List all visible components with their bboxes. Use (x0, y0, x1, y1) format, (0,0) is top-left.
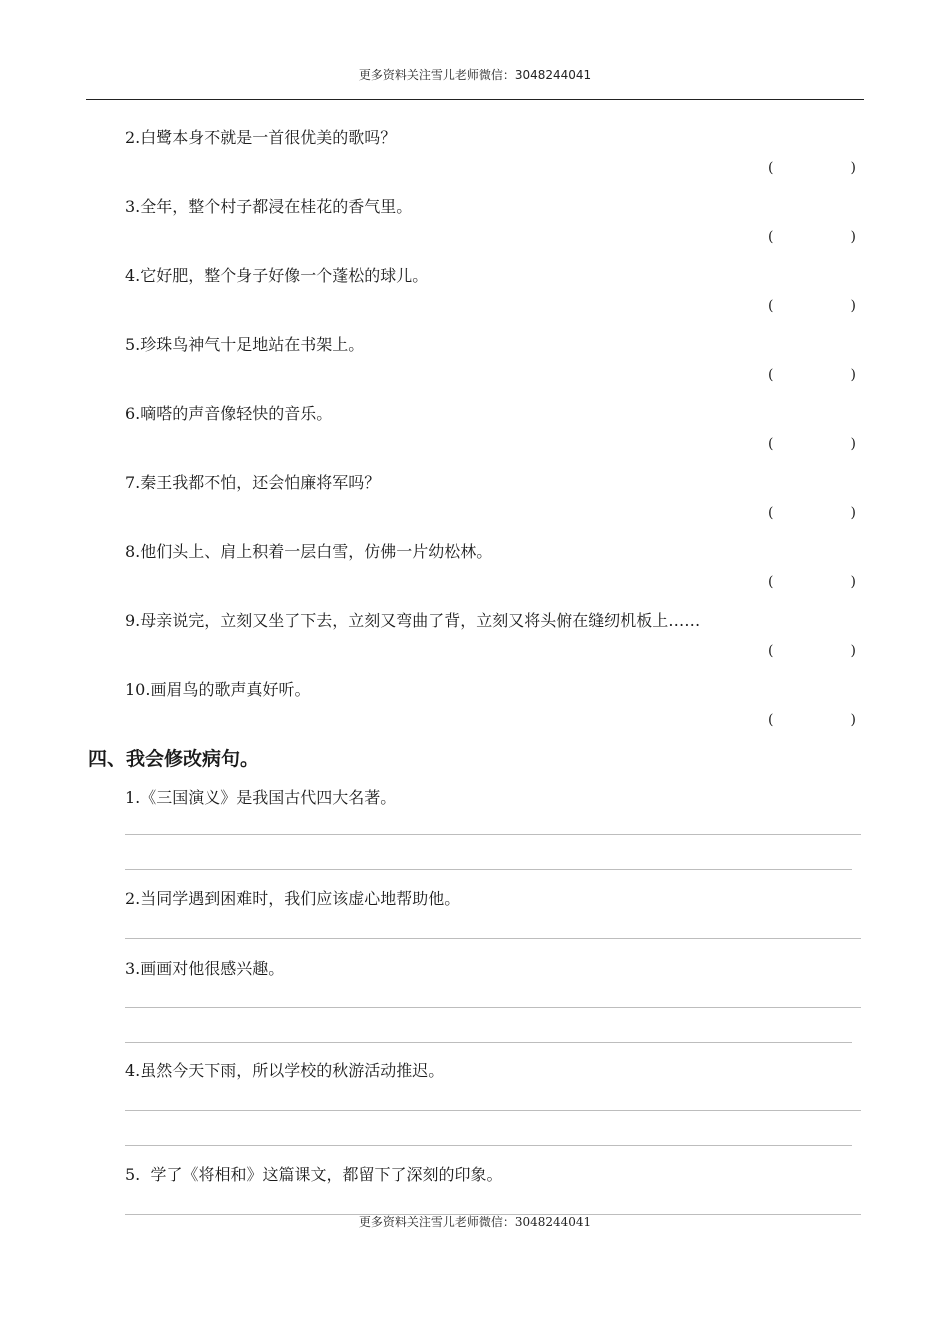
faulty-sentence-1: 1.《三国演义》是我国古代四大名著。 (125, 788, 397, 807)
answer-blank-8[interactable] (768, 574, 856, 590)
close-paren: ) (850, 643, 856, 659)
close-paren: ) (850, 505, 856, 521)
section-title: 四、我会修改病句。 (88, 748, 260, 770)
close-paren: ) (850, 712, 856, 728)
page-footer: 更多资料关注雪儿老师微信：3048244041 (358, 1215, 592, 1229)
open-paren: ( (768, 229, 774, 245)
answer-blank-10[interactable] (768, 712, 856, 728)
close-paren: ) (850, 436, 856, 452)
answer-line[interactable] (125, 1007, 861, 1008)
close-paren: ) (850, 229, 856, 245)
open-paren: ( (768, 505, 774, 521)
faulty-sentence-2: 2.当同学遇到困难时，我们应该虚心地帮助他。 (125, 889, 461, 908)
answer-blank-2[interactable] (768, 160, 856, 176)
answer-blank-9[interactable] (768, 643, 856, 659)
open-paren: ( (768, 298, 774, 314)
sentence-3: 3.全年，整个村子都浸在桂花的香气里。 (125, 197, 413, 216)
sentence-7: 7.秦王我都不怕，还会怕廉将军吗？ (125, 473, 381, 492)
answer-line[interactable] (125, 834, 861, 835)
sentence-2: 2.白鹭本身不就是一首很优美的歌吗？ (125, 128, 397, 147)
answer-blank-4[interactable] (768, 298, 856, 314)
faulty-sentence-3: 3.画画对他很感兴趣。 (125, 959, 285, 978)
open-paren: ( (768, 367, 774, 383)
sentence-5: 5.珍珠鸟神气十足地站在书架上。 (125, 335, 365, 354)
answer-line[interactable] (125, 938, 861, 939)
open-paren: ( (768, 574, 774, 590)
answer-line[interactable] (125, 869, 852, 870)
answer-line[interactable] (125, 1110, 861, 1111)
open-paren: ( (768, 712, 774, 728)
open-paren: ( (768, 436, 774, 452)
sentence-9: 9.母亲说完，立刻又坐了下去，立刻又弯曲了背，立刻又将头俯在缝纫机板上…… (125, 611, 701, 630)
answer-line[interactable] (125, 1042, 852, 1043)
answer-blank-5[interactable] (768, 367, 856, 383)
answer-line[interactable] (125, 1145, 852, 1146)
close-paren: ) (850, 367, 856, 383)
close-paren: ) (850, 160, 856, 176)
answer-blank-7[interactable] (768, 505, 856, 521)
sentence-4: 4.它好肥，整个身子好像一个蓬松的球儿。 (125, 266, 429, 285)
faulty-sentence-5: 5. 学了《将相和》这篇课文，都留下了深刻的印象。 (125, 1165, 503, 1184)
open-paren: ( (768, 160, 774, 176)
sentence-10: 10.画眉鸟的歌声真好听。 (125, 680, 311, 699)
close-paren: ) (850, 298, 856, 314)
page-header: 更多资料关注雪儿老师微信：3048244041 (358, 68, 592, 82)
header-divider (86, 99, 864, 100)
faulty-sentence-4: 4.虽然今天下雨，所以学校的秋游活动推迟。 (125, 1061, 445, 1080)
sentence-8: 8.他们头上、肩上积着一层白雪，仿佛一片幼松林。 (125, 542, 493, 561)
close-paren: ) (850, 574, 856, 590)
answer-blank-3[interactable] (768, 229, 856, 245)
open-paren: ( (768, 643, 774, 659)
answer-blank-6[interactable] (768, 436, 856, 452)
sentence-6: 6.嘀嗒的声音像轻快的音乐。 (125, 404, 333, 423)
